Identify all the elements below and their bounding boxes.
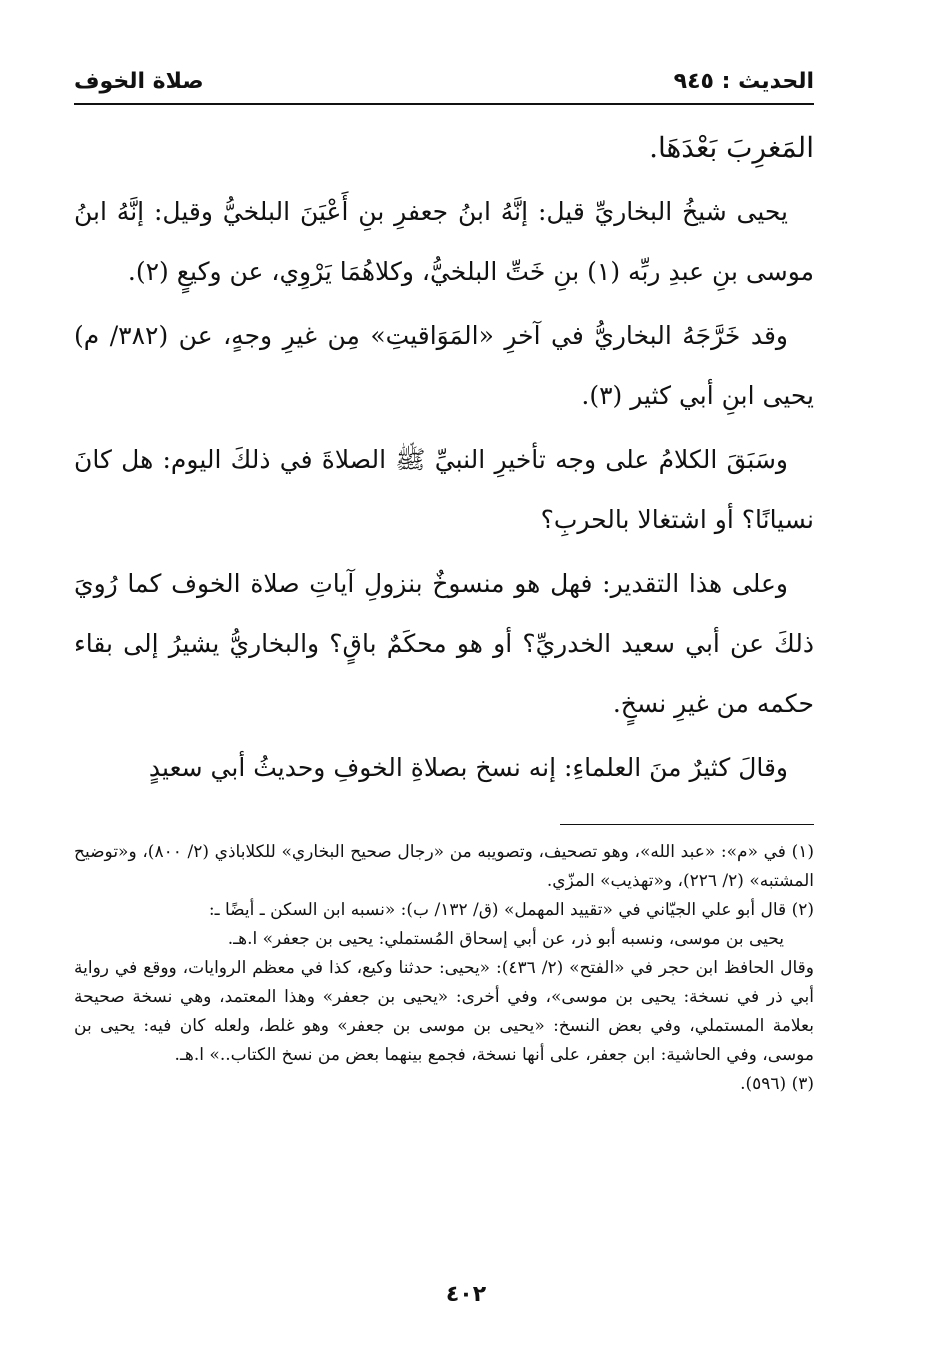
page-number: ٤٠٢ — [445, 1282, 487, 1307]
header-divider — [74, 103, 814, 105]
paragraph: المَغرِبَ بَعْدَهَا. — [649, 131, 814, 164]
footnote: (٢) قال أبو علي الجيّاني في «تقييد المهمل» (ق/ ١٣٢/ ب): «نسبه ابن السكن ـ أيضًا ـ: — [208, 900, 814, 920]
chapter-title: صلاة الخوف — [74, 69, 204, 94]
footnote-continuation: يحيى بن موسى، ونسبه أبو ذر، عن أبي إسحاق المُستملي: يحيى بن جعفر» ا.هـ. — [227, 929, 784, 949]
running-header — [74, 66, 814, 104]
hadith-number-label: الحديث : ٩٤٥ — [673, 69, 814, 94]
paragraph: وعلى هذا التقدير: فهل هو منسوخٌ بنزولِ آياتِ صلاة الخوف كما رُويَ ذلكَ عن أبي سعيد الخدريِّ؟ أو هو محكَمٌ باقٍ؟ والبخاريُّ يشيرُ إلى بقاء حكمه من غيرِ نسخٍ. — [74, 569, 814, 718]
footnotes — [74, 838, 814, 1099]
footnote: (١) في «م»: «عبد الله»، وهو تصحيف، وتصويبه من «رجال صحيح البخاري» للكلاباذي (٢/ ٨٠٠)، و«توضيح المشتبه» (٢/ ٢٢٦)، و«تهذيب» المزّي. — [74, 842, 814, 891]
footnote: (٣) (٥٩٦). — [740, 1074, 814, 1094]
footnote-continuation: وقال الحافظ ابن حجر في «الفتح» (٢/ ٤٣٦): «يحيى: حدثنا وكيع، كذا في معظم الروايات، ووقع في رواية أبي ذر في نسخة: يحيى بن موسى»، وفي أخرى: «يحيى بن جعفر» وهذا المعتمد، وهي نسخة صحيحة بعلامة المستملي، وفي بعض النسخ: «يحيى بن موسى بن جعفر» وهو غلط، ولعله كان فيه: يحيى بن موسى، وفي الحاشية: ابن جعفر، على أنها نسخة، فجمع بينهما بعض من نسخ الكتاب..» ا.هـ. — [74, 958, 814, 1065]
footnote-divider — [560, 824, 814, 825]
paragraph: وقالَ كثيرٌ منَ العلماءِ: إنه نسخ بصلاةِ الخوفِ وحديثُ أبي سعيدٍ — [148, 753, 788, 782]
main-text — [74, 118, 814, 802]
paragraph: وسَبَقَ الكلامُ على وجه تأخيرِ النبيِّ ﷺ الصلاةَ في ذلكَ اليوم: هل كانَ نسيانًا؟ أو اشتغالا بالحربِ؟ — [74, 445, 814, 534]
paragraph: يحيى شيخُ البخاريِّ قيل: إنَّهُ ابنُ جعفرِ بنِ أَعْيَنَ البلخيُّ وقيل: إنَّهُ ابنُ موسى بنِ عبدِ ربِّه (١) بنِ خَتِّ البلخيُّ، وكلاهُمَا يَرْوِي، عن وكيعٍ (٢). — [74, 197, 814, 286]
paragraph: وقد خَرَّجَهُ البخاريُّ في آخرِ «المَوَاقيتِ» مِن غيرِ وجهٍ، عن (٣٨٢/ م) يحيى ابنِ أبي كثير (٣). — [74, 321, 814, 410]
